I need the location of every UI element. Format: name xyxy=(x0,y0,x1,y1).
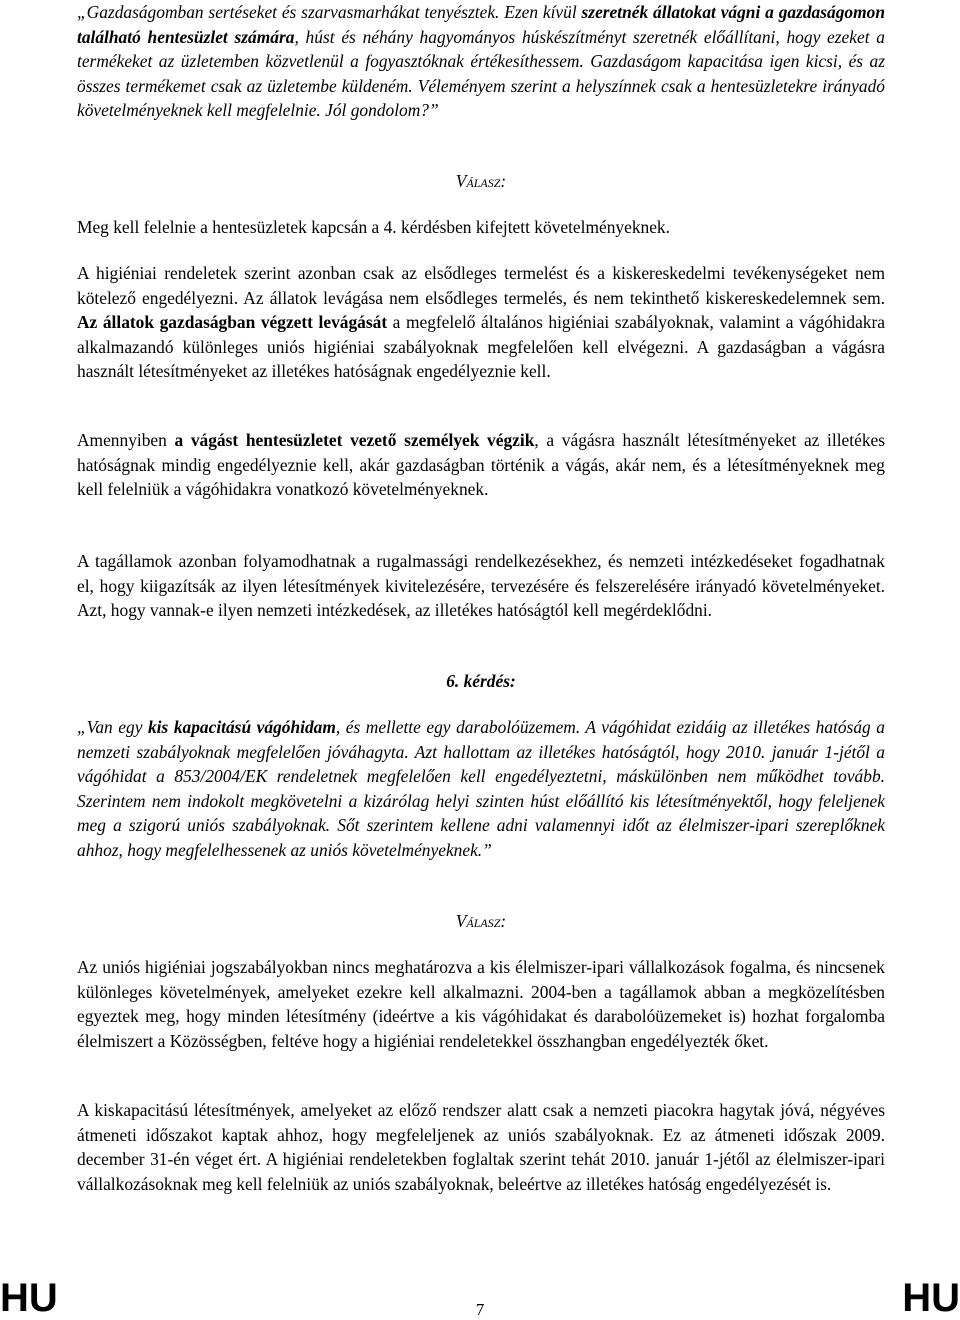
answer-label: Válasz: xyxy=(455,911,507,931)
text-run: Amennyiben xyxy=(77,430,175,450)
text-run: , a vágásra használt létesítményeket az illetékes hatóságnak mindig engedélyeznie kell, akár gazdaságban történik a vágás, akár nem, és a létesítményeknek meg kell felelniük a vágóhidakra vonatkozó követelményeknek. xyxy=(77,430,886,500)
answer-paragraph-3 xyxy=(77,428,885,502)
footer-language-code-right: HU xyxy=(902,1276,960,1320)
answer-paragraph-5: Az uniós higiéniai jogszabályokban nincs meghatározva a kis élelmiszer-ipari vállalkozások fogalma, és nincsenek különleges követelmények, amelyeket ezekre kell alkalmazni. 2004-ben a tagállamok abban a megközelítésben egyeztek meg, hogy minden létesítmény (ideértve a kis vágóhidakat és darabolóüzemeket is) hozhat forgalomba élelmiszert a Közösségben, feltéve hogy a higiéniai rendeletekkel összhangban engedélyezték őket. xyxy=(77,957,885,1051)
quote-paragraph-1 xyxy=(77,0,885,123)
footer-language-code-left: HU xyxy=(0,1276,58,1320)
question-heading: 6. kérdés: xyxy=(446,671,516,691)
text-run: A higiéniai rendeletek szerint azonban csak az elsődleges termelést és a kiskereskedelmi tevékenységeket nem kötelező engedélyezni. Az állatok levágása nem elsődleges termelés, és nem tekinthető kiskereskedelemnek sem. xyxy=(77,263,885,308)
answer-label: Válasz: xyxy=(455,171,507,191)
answer-paragraph-2 xyxy=(77,261,885,384)
emphasis-run: a vágást hentesüzletet vezető személyek végzik xyxy=(174,430,535,450)
text-run: , és mellette egy darabolóüzemem. A vágóhidat ezidáig az illetékes hatóság a nemzeti szabályoknak megfelelően jóváhagyta. Azt hallottam az illetékes hatóságtól, hogy 2010. január 1-jétől a vágóhidat a 853/2004/EK rendeletnek megfelelően kell engedélyeztetni, máskülönben nem működhet tovább. Szerintem nem indokolt megkövetelni a kizárólag helyi szinten húst előállító kis létesítményektől, hogy feleljenek meg a szigorú uniós szabályoknak. Sőt szerintem kellene adni valamennyi időt az élelmiszer-ipari szereplőknek ahhoz, hogy megfelelhessenek az uniós követelményeknek.” xyxy=(77,717,885,860)
answer-paragraph-6: A kiskapacitású létesítmények, amelyeket az előző rendszer alatt csak a nemzeti piacokra hagytak jóvá, négyéves átmeneti időszakot kaptak ahhoz, hogy megfeleljenek az uniós szabályoknak. Ez az átmeneti időszak 2009. december 31-én véget ért. A higiéniai rendeletekben foglaltak szerint tehát 2010. január 1-jétől az élelmiszer-ipari vállalkozásoknak meg kell felelniük az uniós szabályoknak, beleértve az illetékes hatóság engedélyezését is. xyxy=(77,1100,885,1194)
emphasis-run: szeretnék állatokat vágni a gazdaságomon található hentesüzlet számára xyxy=(77,2,885,47)
text-run: „Van egy xyxy=(77,717,148,737)
page-number: 7 xyxy=(475,1300,485,1319)
answer-paragraph-4: A tagállamok azonban folyamodhatnak a rugalmassági rendelkezésekhez, és nemzeti intézkedéseket fogadhatnak el, hogy kiigazítsák az ilyen létesítmények kivitelezésére, tervezésére és felszerelésére irányadó követelményeket. Azt, hogy vannak-e ilyen nemzeti intézkedések, az illetékes hatóságtól kell megérdeklődni. xyxy=(77,551,885,621)
text-run: „Gazdaságomban sertéseket és szarvasmarhákat tenyésztek. Ezen kívül xyxy=(77,2,582,22)
emphasis-run: kis kapacitású vágóhidam xyxy=(147,717,336,737)
text-run: a megfelelő általános higiéniai szabályoknak, valamint a vágóhidakra alkalmazandó különleges uniós higiéniai szabályoknak megfelelően kell elvégezni. A gazdaságban a vágásra használt létesítményeket az illetékes hatóságnak engedélyeznie kell. xyxy=(77,312,885,382)
quote-paragraph-2 xyxy=(77,715,885,863)
text-run: , húst és néhány hagyományos húskészítményt szeretnék előállítani, hogy ezeket a termékeket az üzletemben közvetlenül a fogyasztóknak értékesíthessem. Gazdaságom kapacitása igen kicsi, és az összes termékemet csak az üzletembe küldeném. Véleményem szerint a helyszínnek csak a hentesüzletekre irányadó követelményeknek kell megfelelnie. Jól gondolom?” xyxy=(77,26,885,121)
emphasis-run: Az állatok gazdaságban végzett levágását xyxy=(77,312,388,333)
answer-paragraph-1: Meg kell felelnie a hentesüzletek kapcsán a 4. kérdésben kifejtett követelményeknek. xyxy=(77,217,670,237)
